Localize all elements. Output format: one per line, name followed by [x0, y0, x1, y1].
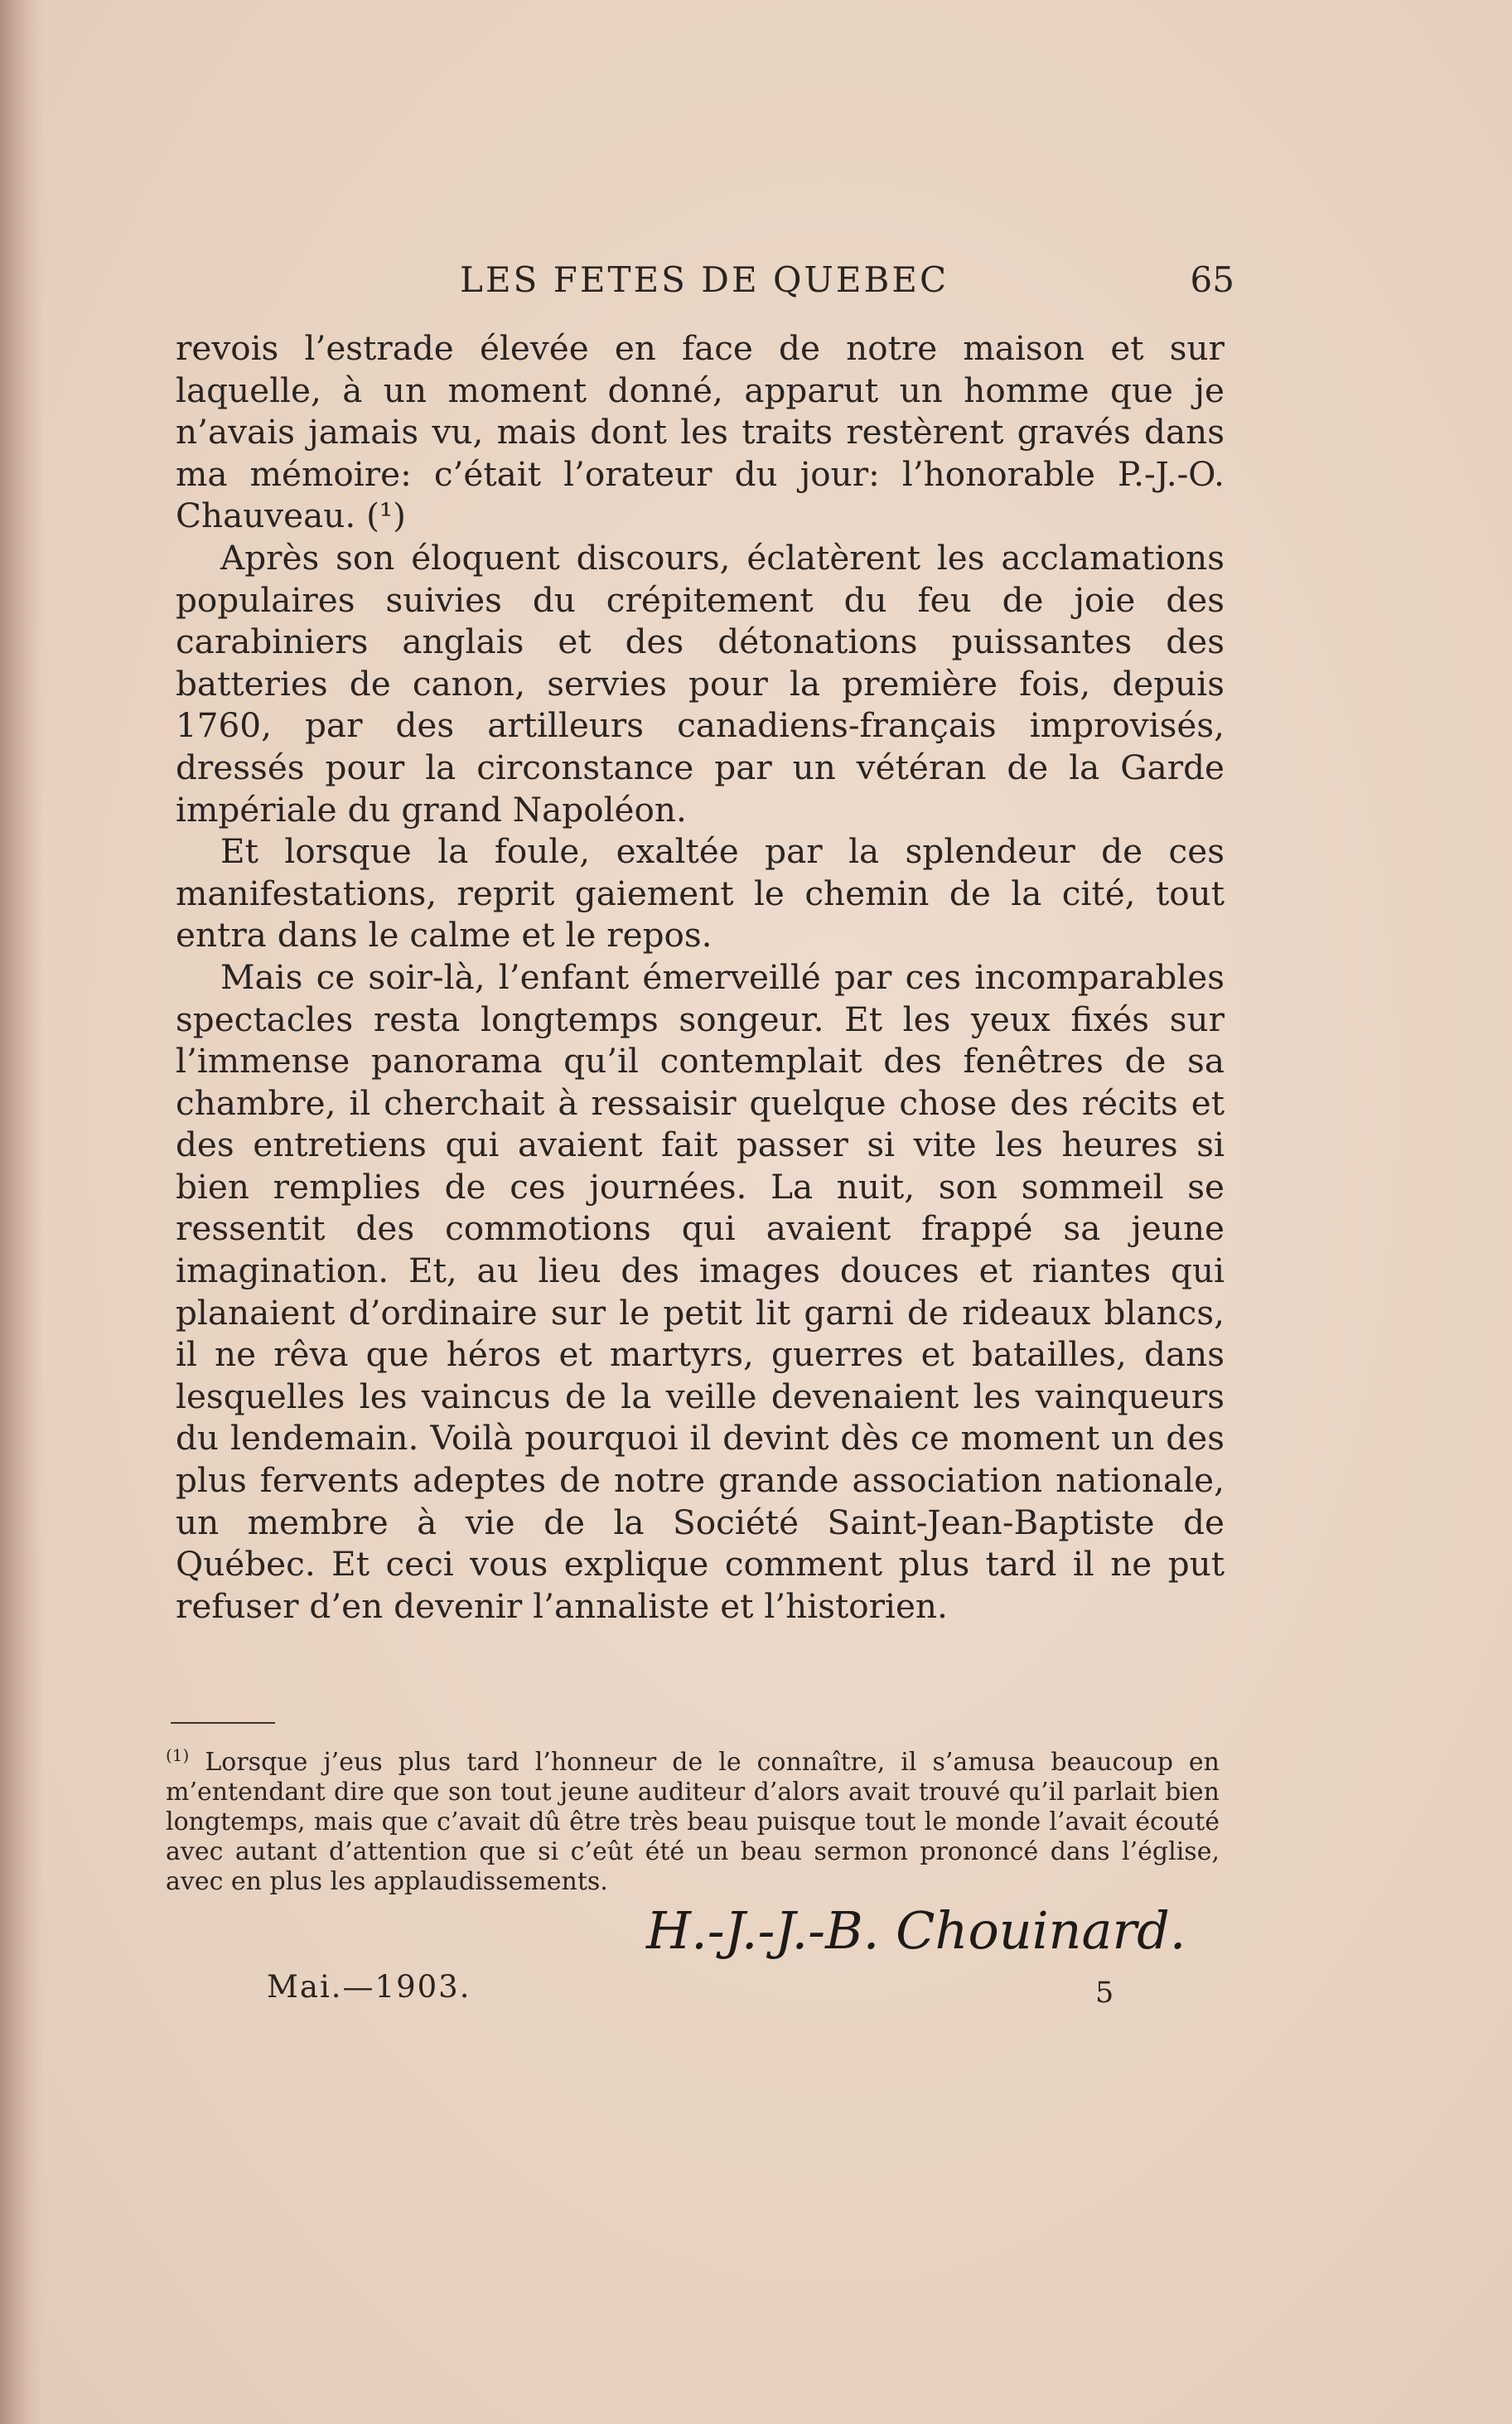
running-title: LES FETES DE QUEBEC — [460, 259, 949, 300]
author-signature: H.-J.-J.-B. Chouinard. — [646, 1900, 1186, 1961]
page-number: 65 — [1190, 259, 1234, 300]
paragraph-1: revois l’estrade élevée en face de notre maison et sur laquelle, à un moment donné, apparut un homme que je n’avais jamais vu, mais dont les traits restèrent gravés dans ma mémoire: c’était l’orateur du jour: l’honorable P.-J.-O. Chauveau. (¹) — [176, 328, 1225, 536]
footer-date: Mai.—1903. — [267, 1969, 471, 2005]
signature-mark: 5 — [1095, 1976, 1114, 2010]
footnote — [166, 1740, 1220, 1897]
paragraph-2: Après son éloquent discours, éclatèrent les acclamations populaires suivies du crépitement du feu de joie des carabiniers anglais et des détonations puissantes des batteries de canon, servies pour la première fois, depuis 1760, par des artilleurs canadiens-français improvisés, dressés pour la circonstance par un vétéran de la Garde impériale du grand Napoléon. — [176, 537, 1225, 830]
footnote-marker: (1) — [166, 1745, 190, 1765]
running-head — [166, 255, 1234, 305]
body-text — [176, 327, 1225, 1627]
footnote-text: Lorsque j’eus plus tard l’honneur de le connaître, il s’amusa beaucoup en m’entendant dire que son tout jeune auditeur d’alors avait trouvé qu’il parlait bien longtemps, mais que c’avait dû être très beau puisque tout le monde l’avait écouté avec autant d’attention que si c’eût été un beau sermon prononcé dans l’église, avec en plus les applaudissements. — [166, 1748, 1220, 1896]
footnote-rule — [171, 1722, 275, 1724]
page-binding-shadow — [0, 0, 43, 2424]
paragraph-4: Mais ce soir-là, l’enfant émerveillé par ces incomparables spectacles resta longtemps songeur. Et les yeux fixés sur l’immense panorama qu’il contemplait des fenêtres de sa chambre, il cherchait à ressaisir quelque chose des récits et des entretiens qui avaient fait passer si vite les heures si bien remplies de ces journées. La nuit, son sommeil se ressentit des commotions qui avaient frappé sa jeune imagination. Et, au lieu des images douces et riantes qui planaient d’ordinaire sur le petit lit garni de rideaux blancs, il ne rêva que héros et martyrs, guerres et batailles, dans lesquelles les vaincus de la veille devenaient les vainqueurs du lendemain. Voilà pourquoi il devint dès ce moment un des plus fervents adeptes de notre grande association nationale, un membre à vie de la Société Saint-Jean-Baptiste de Québec. Et ceci vous explique comment plus tard il ne put refuser d’en devenir l’annaliste et l’historien. — [176, 956, 1225, 1626]
paragraph-3: Et lorsque la foule, exaltée par la splendeur de ces manifestations, reprit gaiement le chemin de la cité, tout entra dans le calme et le repos. — [176, 831, 1225, 956]
